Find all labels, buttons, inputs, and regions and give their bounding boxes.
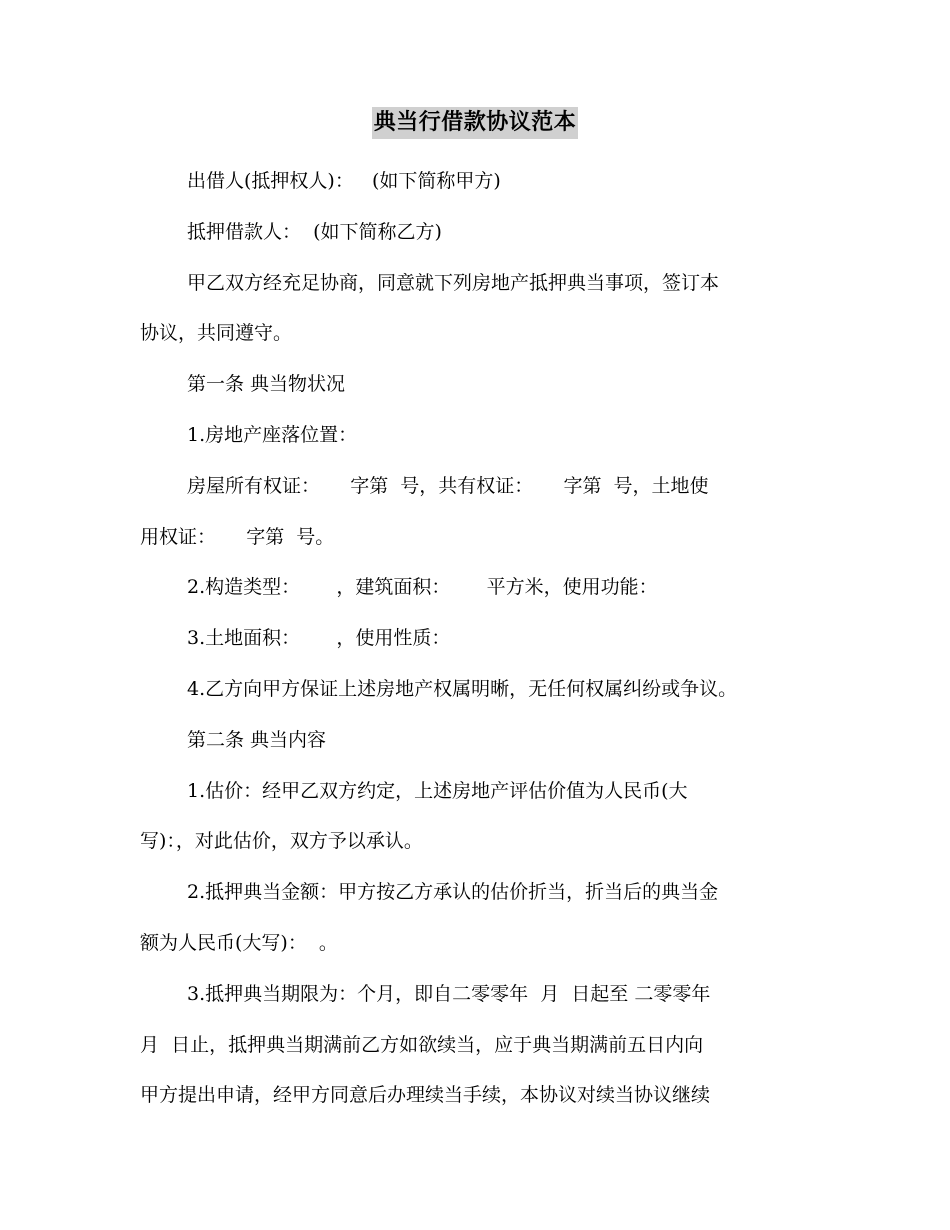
paragraph-borrower: 抵押借款人： (如下简称乙方) <box>187 220 442 243</box>
clause-2-3-cont-2: 甲方提出申请，经甲方同意后办理续当手续，本协议对续当协议继续 <box>140 1084 711 1107</box>
clause-1-3: 3.土地面积： ，使用性质： <box>187 627 451 650</box>
clause-1-4: 4.乙方向甲方保证上述房地产权属明晰，无任何权属纠纷或争议。 <box>187 677 738 700</box>
section-heading-1: 第一条 典当物状况 <box>187 373 346 396</box>
document-title: 典当行借款协议范本 <box>372 107 579 139</box>
clause-1-2: 2.构造类型： ，建筑面积： 平方米，使用功能： <box>187 576 658 599</box>
paragraph-agreement-intro: 甲乙双方经充足协商，同意就下列房地产抵押典当事项，签订本 <box>187 271 720 294</box>
clause-2-2: 2.抵押典当金额：甲方按乙方承认的估价折当，折当后的典当金 <box>187 881 719 904</box>
clause-2-1: 1.估价：经甲乙双方约定，上述房地产评估价值为人民币(大 <box>187 779 688 802</box>
clause-certificates: 房屋所有权证： 字第 号，共有权证： 字第 号，土地使 <box>187 474 709 497</box>
clause-2-3: 3.抵押典当期限为：个月，即自二零零年 月 日起至 二零零年 <box>187 982 711 1005</box>
paragraph-lender: 出借人(抵押权人)： (如下简称甲方) <box>187 170 501 192</box>
clause-1-1: 1.房地产座落位置： <box>187 423 358 446</box>
clause-2-2-cont: 额为人民币(大写)： 。 <box>140 931 338 954</box>
clause-certificates-cont: 用权证： 字第 号。 <box>140 525 335 548</box>
document-body <box>140 156 812 1121</box>
clause-2-3-cont-1: 月 日止，抵押典当期满前乙方如欲续当，应于典当期满前五日内向 <box>140 1033 704 1056</box>
section-heading-2: 第二条 典当内容 <box>187 728 327 751</box>
clause-2-1-cont: 写)：，对此估价，双方予以承认。 <box>140 830 423 853</box>
paragraph-agreement-intro-cont: 协议，共同遵守。 <box>140 322 293 345</box>
title-container <box>0 107 950 139</box>
